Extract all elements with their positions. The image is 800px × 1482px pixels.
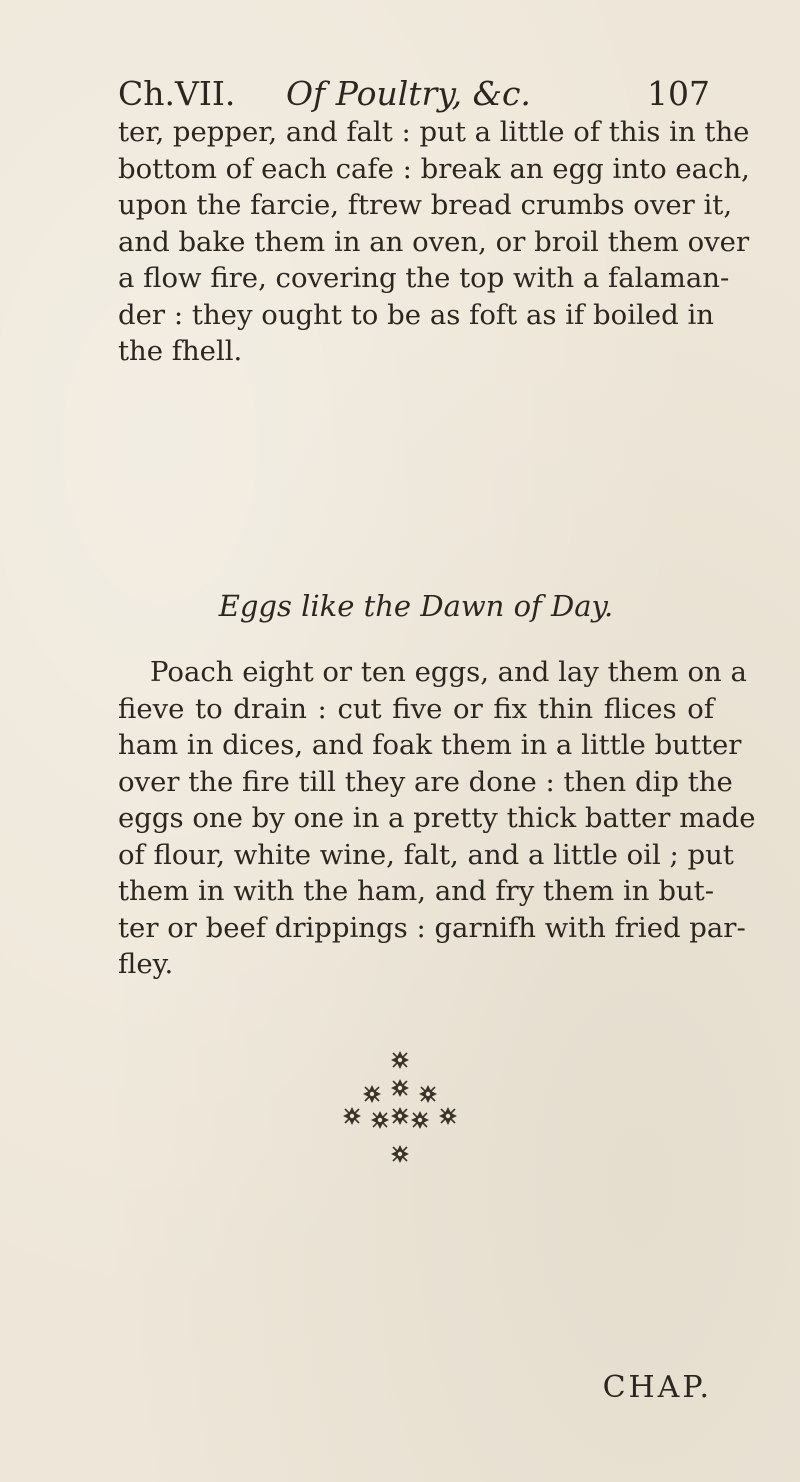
text-line: a flow fire, covering the top with a falaman- (118, 262, 730, 294)
text-line: ter, pepper, and falt : put a little of this in the (118, 116, 750, 148)
recipe-paragraph (118, 654, 756, 983)
catchword: CHAP. (602, 1370, 712, 1405)
text-line: them in with the ham, and fry them in but- (118, 875, 714, 907)
text-line: Poach eight or ten eggs, and lay them on a (150, 656, 747, 688)
text-line: ter or beef drippings : garnifh with fried par- (118, 911, 746, 944)
running-head (118, 72, 710, 116)
paragraph-continued (118, 114, 750, 370)
text-line: upon the farcie, ftrew bread crumbs over it, (118, 189, 733, 221)
text-line: ham in dices, and foak them in a little butter (118, 729, 742, 761)
text-line: of flour, white wine, falt, and a little oil ; put (118, 838, 734, 871)
printers-flower-ornament-icon (330, 1036, 470, 1186)
text-line: fieve to drain : cut five or fix thin flices of (118, 692, 714, 725)
text-line: over the fire till they are done : then dip the (118, 765, 733, 798)
chapter-label: Ch.VII. (118, 74, 236, 113)
page-number: 107 (647, 74, 710, 113)
text-line: der : they ought to be as foft as if boiled in (118, 298, 714, 331)
section-heading: Eggs like the Dawn of Day. (218, 589, 614, 623)
text-line: and bake them in an oven, or broil them over (118, 225, 750, 258)
running-title: Of Poultry, &c. (286, 74, 531, 113)
text-line: the fhell. (118, 335, 243, 367)
text-line: fley. (118, 948, 174, 980)
text-line: eggs one by one in a pretty thick batter made (118, 802, 756, 834)
text-line: bottom of each cafe : break an egg into each, (118, 152, 750, 185)
